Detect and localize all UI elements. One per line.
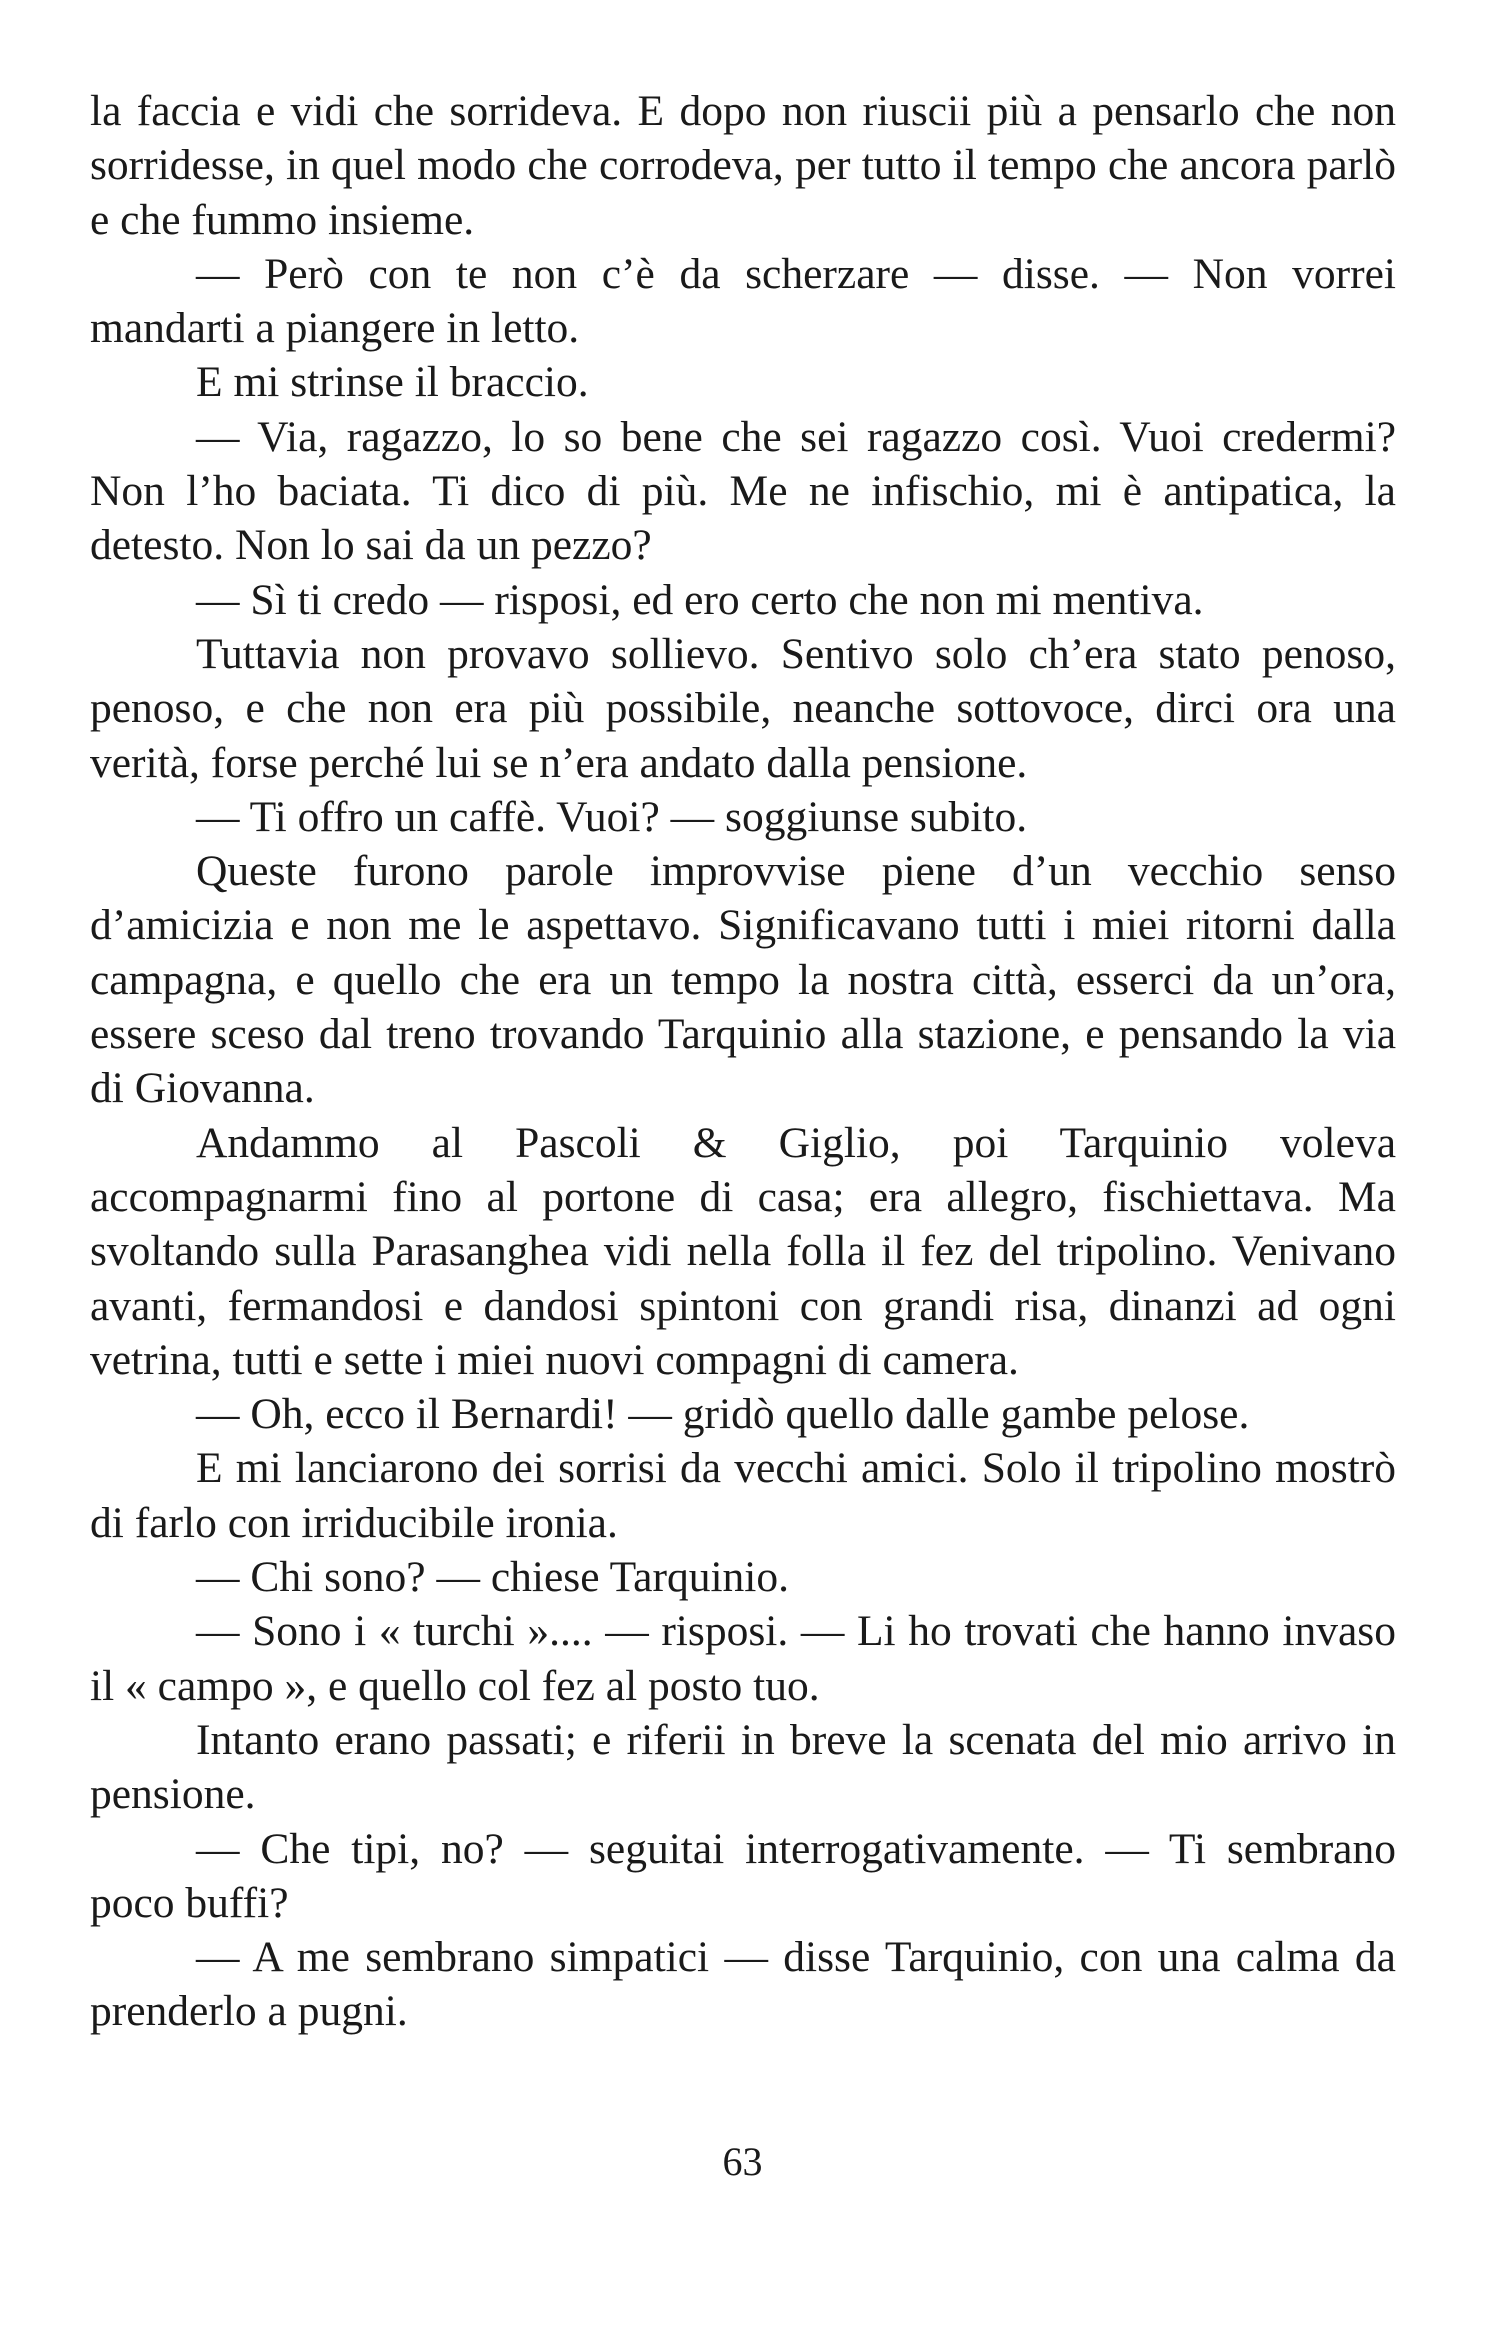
- paragraph-3: E mi strinse il braccio.: [196, 358, 589, 407]
- paragraph-10: — Oh, ecco il Bernardi! — gridò quello dalle gambe pelose.: [196, 1390, 1250, 1439]
- body-text: [90, 84, 1396, 2039]
- paragraph-12: — Chi sono? — chiese Tarquinio.: [196, 1553, 789, 1602]
- paragraph-8: Queste furono parole improvvise piene d’un vecchio senso d’amicizia e non me le aspettavo. Significavano tutti i miei ritorni dalla campagna, e quello che era un tempo la nostra città, esserci da un’ora, essere sceso dal treno trovando Tarquinio alla stazione, e pensando la via di Giovanna.: [90, 847, 1396, 1113]
- paragraph-13: — Sono i « turchi ».... — risposi. — Li ho trovati che hanno invaso il « campo », e quello col fez al posto tuo.: [90, 1607, 1396, 1710]
- page-number: 63: [722, 2139, 763, 2184]
- paragraph-7: — Ti offro un caffè. Vuoi? — soggiunse subito.: [196, 792, 1028, 841]
- paragraph-1: la faccia e vidi che sorrideva. E dopo non riuscii più a pensarlo che non sorridesse, in quel modo che corrodeva, per tutto il tempo che ancora parlò e che fummo insieme.: [90, 87, 1396, 244]
- paragraph-11: E mi lanciarono dei sorrisi da vecchi amici. Solo il tripolino mostrò di farlo con irriducibile ironia.: [90, 1444, 1396, 1547]
- paragraph-16: — A me sembrano simpatici — disse Tarquinio, con una calma da prenderlo a pugni.: [90, 1933, 1396, 2036]
- paragraph-9: Andammo al Pascoli & Giglio, poi Tarquinio voleva accompagnarmi fino al portone di casa; era allegro, fischiettava. Ma svoltando sulla Parasanghea vidi nella folla il fez del tripolino. Venivano avanti, fermandosi e dandosi spintoni con grandi risa, dinanzi ad ogni vetrina, tutti e sette i miei nuovi compagni di camera.: [90, 1118, 1396, 1384]
- paragraph-5: — Sì ti credo — risposi, ed ero certo che non mi mentiva.: [196, 575, 1204, 624]
- paragraph-14: Intanto erano passati; e riferii in breve la scenata del mio arrivo in pensione.: [90, 1715, 1396, 1819]
- paragraph-2: — Però con te non c’è da scherzare — disse. — Non vorrei mandarti a piangere in letto.: [90, 249, 1396, 353]
- paragraph-6: Tuttavia non provavo sollievo. Sentivo solo ch’era stato penoso, penoso, e che non era più possibile, neanche sottovoce, dirci ora una verità, forse perché lui se n’era andato dalla pensione.: [90, 629, 1396, 787]
- paragraph-4: — Via, ragazzo, lo so bene che sei ragazzo così. Vuoi credermi? Non l’ho baciata. Ti dico di più. Me ne infischio, mi è antipatica, la detesto. Non lo sai da un pezzo?: [90, 412, 1396, 570]
- paragraph-15: — Che tipi, no? — seguitai interrogativamente. — Ti sembrano poco buffi?: [90, 1824, 1396, 1927]
